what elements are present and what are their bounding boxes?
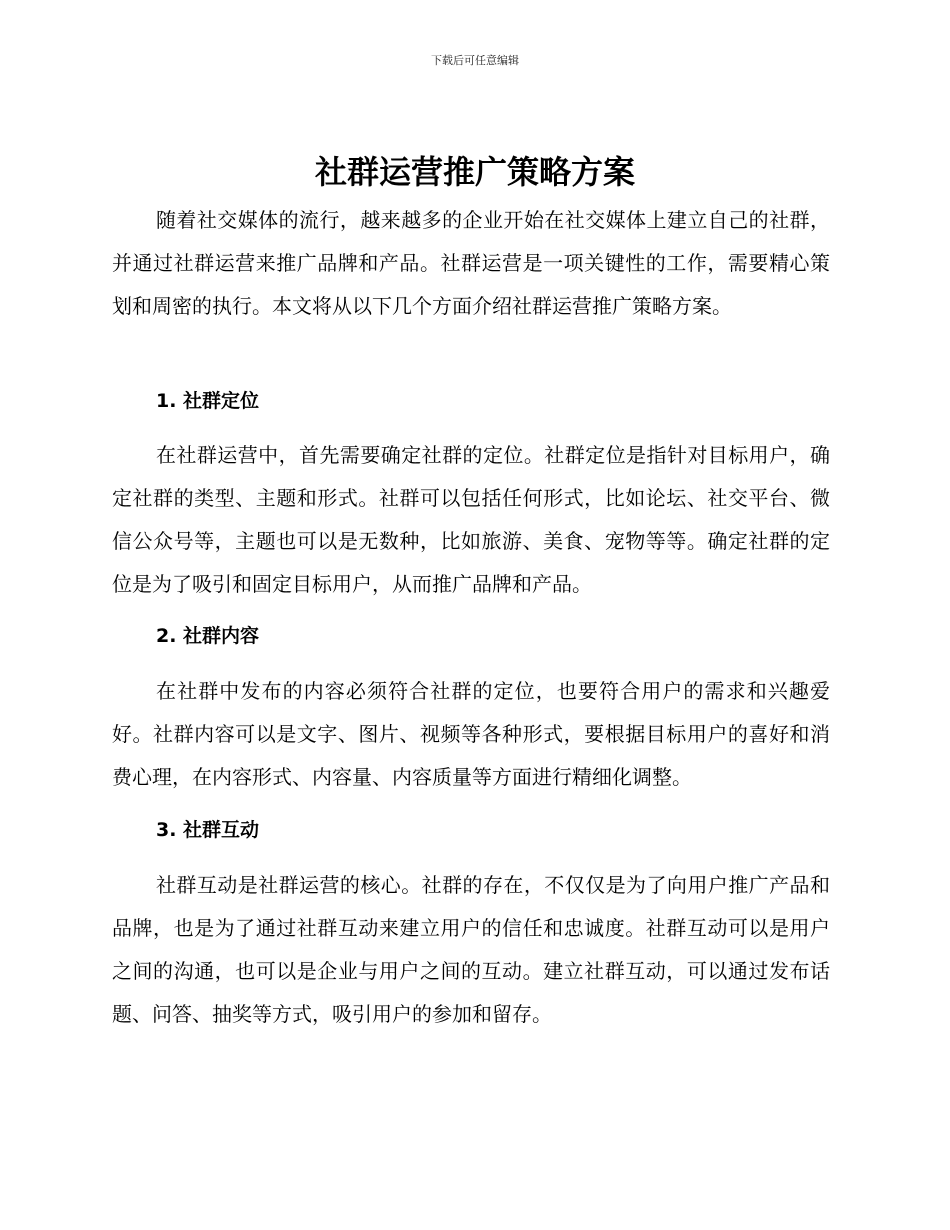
section-3-body [112, 864, 830, 1036]
section-paragraph: 社群互动是社群运营的核心。社群的存在，不仅仅是为了向用户推广产品和品牌，也是为了通过社群互动来建立用户的信任和忠诚度。社群互动可以是用户之间的沟通，也可以是企业与用户之间的互动。建立社群互动，可以通过发布话题、问答、抽奖等方式，吸引用户的参加和留存。 [112, 873, 830, 1026]
section-2-body [112, 670, 830, 799]
section-heading: 3. 社群互动 [156, 819, 260, 841]
section-1 [112, 380, 830, 423]
section-3 [112, 809, 830, 852]
section-heading: 2. 社群内容 [156, 625, 260, 647]
section-1-body [112, 434, 830, 606]
header-note: 下载后可任意编辑 [431, 54, 519, 67]
section-heading: 1. 社群定位 [156, 390, 260, 412]
intro-block [112, 199, 830, 328]
section-2 [112, 615, 830, 658]
intro-paragraph: 随着社交媒体的流行，越来越多的企业开始在社交媒体上建立自己的社群，并通过社群运营来推广品牌和产品。社群运营是一项关键性的工作，需要精心策划和周密的执行。本文将从以下几个方面介绍社群运营推广策略方案。 [112, 208, 830, 318]
section-paragraph: 在社群运营中，首先需要确定社群的定位。社群定位是指针对目标用户，确定社群的类型、主题和形式。社群可以包括任何形式，比如论坛、社交平台、微信公众号等，主题也可以是无数种，比如旅游、美食、宠物等等。确定社群的定位是为了吸引和固定目标用户，从而推广品牌和产品。 [112, 443, 830, 596]
section-paragraph: 在社群中发布的内容必须符合社群的定位，也要符合用户的需求和兴趣爱好。社群内容可以是文字、图片、视频等各种形式，要根据目标用户的喜好和消费心理，在内容形式、内容量、内容质量等方面进行精细化调整。 [112, 679, 830, 789]
document-title: 社群运营推广策略方案 [314, 153, 635, 191]
